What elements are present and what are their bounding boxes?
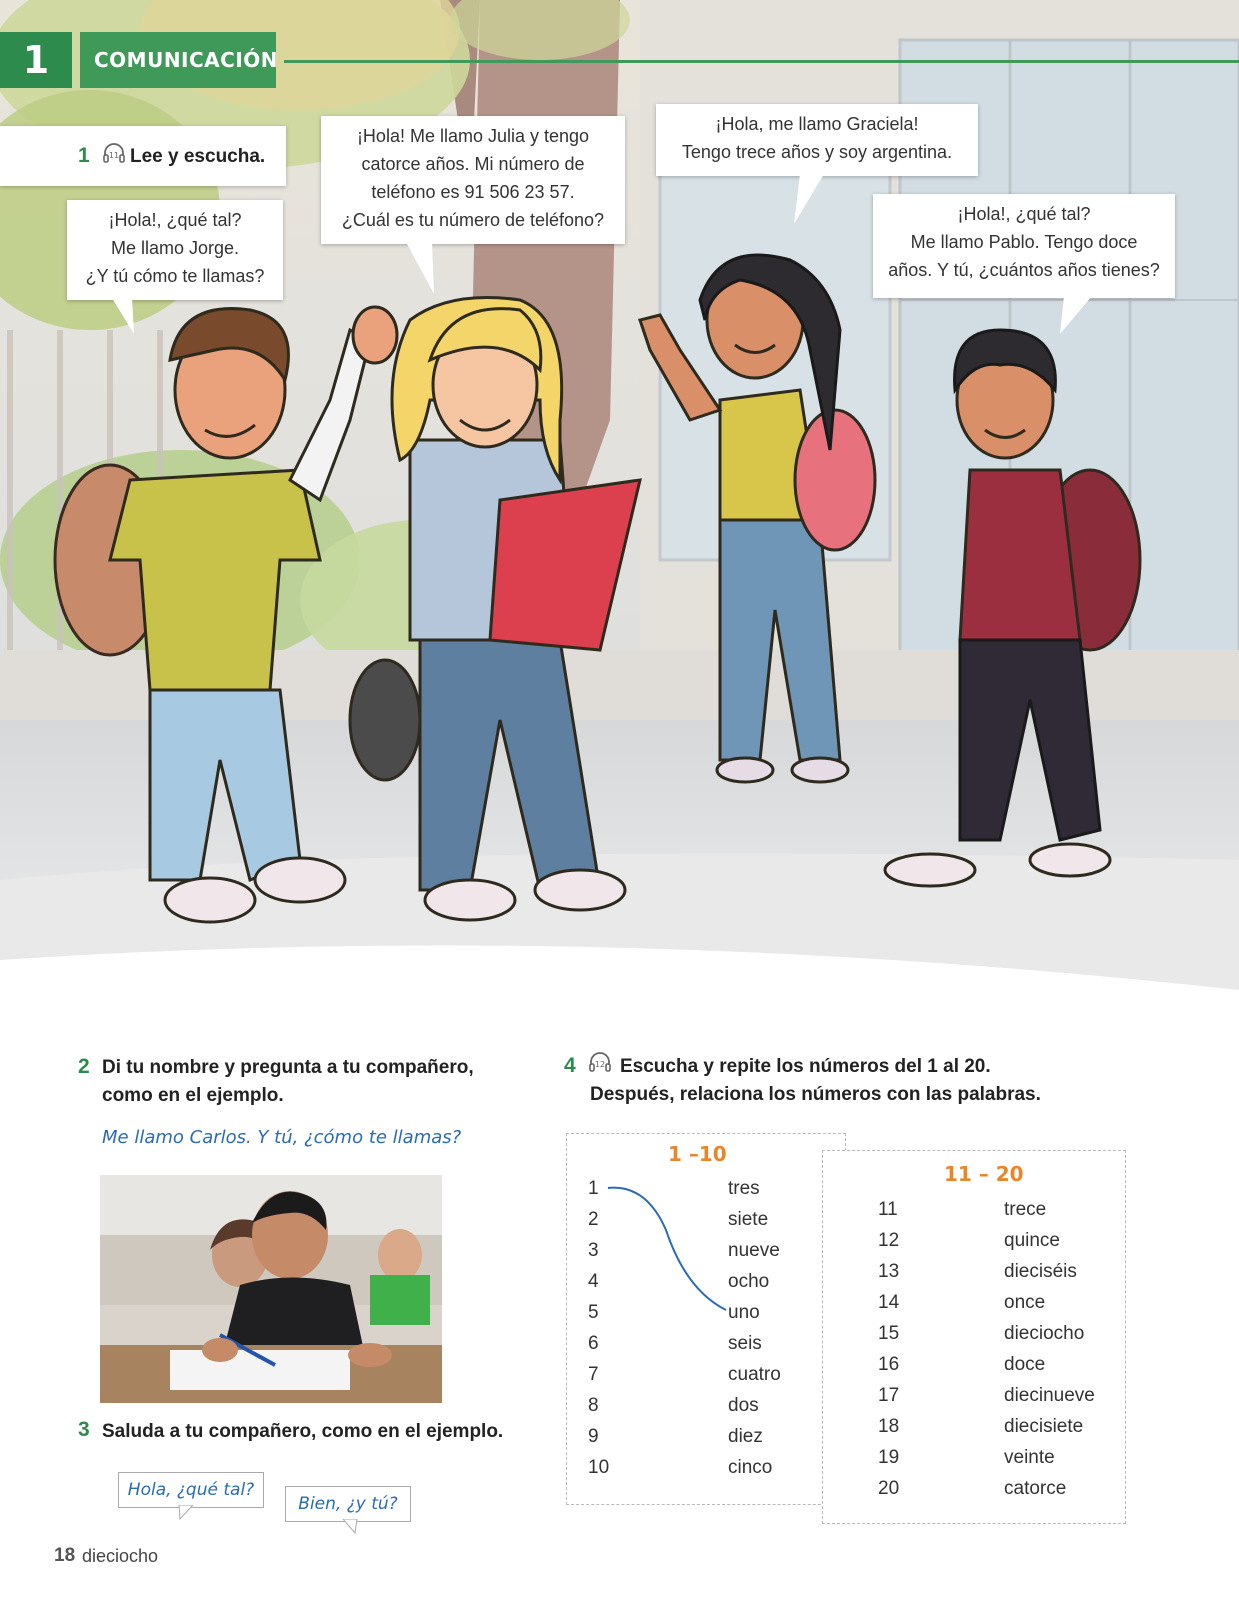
number-item[interactable]: 18 [878,1416,900,1437]
bubble-line: Tengo trece años y soy argentina. [681,142,953,162]
number-item[interactable]: 19 [878,1447,900,1468]
bubble-line: años. Y tú, ¿cuántos años tienes? [888,260,1160,280]
instruction-line: como en el ejemplo. [102,1085,284,1106]
word-item[interactable]: diez [728,1426,763,1447]
exercise3-number: 3 [78,1418,90,1441]
exercise3-instruction: Saluda a tu compañero, como en el ejemplo. [102,1421,504,1442]
reply-bubble: Bien, ¿y tú? [285,1486,411,1522]
word-item[interactable]: once [1004,1292,1046,1313]
number-item[interactable]: 10 [588,1457,610,1478]
word-item[interactable]: veinte [1004,1447,1055,1468]
word-item[interactable]: diecisiete [1004,1416,1084,1437]
word-item[interactable]: ocho [728,1271,770,1292]
headphones-icon[interactable] [102,142,126,166]
bubble-line: ¡Hola!, ¿qué tal? [957,204,1091,224]
box-heading: 1 –10 [668,1142,727,1166]
bubble-line: teléfono es 91 506 23 57. [371,182,575,202]
word-column [1004,1194,1095,1504]
word-item[interactable]: trece [1004,1199,1047,1220]
exercise1-instruction: Lee y escucha. [130,146,266,167]
number-item[interactable]: 6 [588,1333,599,1354]
number-item[interactable]: 5 [588,1302,599,1323]
speech-tail [110,298,140,338]
bubble-line: catorce años. Mi número de [361,154,585,174]
bubble-line: Me llamo Pablo. Tengo doce [910,232,1138,252]
exercise2-instruction [102,1054,474,1110]
instruction-line: Después, relaciona los números con las palabras. [590,1084,1041,1105]
student-photo-illustration [100,1175,442,1403]
classroom-photo [100,1175,442,1403]
greeting-bubble: Hola, ¿qué tal? [118,1472,264,1508]
word-item[interactable]: doce [1004,1354,1046,1375]
number-column [878,1194,899,1504]
header-rule [284,60,1239,63]
word-item[interactable]: siete [728,1209,769,1230]
word-item[interactable]: seis [728,1333,762,1354]
unit-number-badge: 1 [0,32,72,88]
page-number-word: dieciocho [82,1546,159,1566]
word-item[interactable]: cuatro [728,1364,781,1385]
bubble-line: Me llamo Jorge. [110,238,240,258]
word-item[interactable]: diecinueve [1004,1385,1095,1406]
speech-tail [340,1519,360,1535]
number-item[interactable]: 13 [878,1261,900,1282]
matching-line [606,1180,730,1320]
number-item[interactable]: 1 [588,1178,599,1199]
speech-bubble-graciela [656,104,978,176]
number-item[interactable]: 17 [878,1385,900,1406]
word-item[interactable]: dieciocho [1004,1323,1085,1344]
number-item[interactable]: 2 [588,1209,599,1230]
word-item[interactable]: catorce [1004,1478,1067,1499]
word-item[interactable]: uno [728,1302,760,1323]
number-item[interactable]: 11 [878,1199,898,1220]
section-title: COMUNICACIÓN [80,32,276,88]
exercise1-number: 1 [78,144,90,167]
speech-tail [404,242,444,298]
bubble-line: ¡Hola! Me llamo Julia y tengo [356,126,590,146]
speech-tail [790,174,830,230]
number-item[interactable]: 8 [588,1395,599,1416]
word-item[interactable]: cinco [728,1457,773,1478]
speech-tail [1058,296,1098,340]
speech-bubble-jorge [67,200,283,300]
speech-tail [178,1505,198,1521]
number-item[interactable]: 14 [878,1292,900,1313]
number-item[interactable]: 16 [878,1354,900,1375]
number-item[interactable]: 3 [588,1240,599,1261]
number-item[interactable]: 7 [588,1364,599,1385]
speech-bubble-pablo [873,194,1175,298]
bubble-line: ¡Hola, me llamo Graciela! [715,114,919,134]
bubble-line: ¿Y tú cómo te llamas? [85,266,265,286]
audio-track-label: 12 [594,1060,606,1069]
bubble-line: ¡Hola!, ¿qué tal? [108,210,242,230]
page-number: 18 [54,1545,76,1566]
box-heading: 11 – 20 [944,1162,1024,1186]
instruction-line: Escucha y repite los números del 1 al 20. [620,1056,991,1077]
number-item[interactable]: 9 [588,1426,599,1447]
audio-track-label: 11 [108,151,120,160]
exercise2-number: 2 [78,1055,90,1078]
headphones-icon[interactable] [588,1051,612,1075]
number-item[interactable]: 20 [878,1478,900,1499]
exercise2-example: Me llamo Carlos. Y tú, ¿cómo te llamas? [102,1127,462,1148]
number-item[interactable]: 12 [878,1230,900,1251]
word-item[interactable]: tres [728,1178,760,1199]
word-column [728,1173,781,1483]
number-item[interactable]: 4 [588,1271,599,1292]
word-item[interactable]: quince [1004,1230,1060,1251]
instruction-line: Di tu nombre y pregunta a tu compañero, [102,1057,474,1078]
word-item[interactable]: nueve [728,1240,780,1261]
exercise4-number: 4 [564,1054,576,1077]
number-item[interactable]: 15 [878,1323,900,1344]
word-item[interactable]: dos [728,1395,759,1416]
bubble-line: ¿Cuál es tu número de teléfono? [341,210,605,230]
speech-bubble-julia [321,116,625,244]
word-item[interactable]: dieciséis [1004,1261,1077,1282]
